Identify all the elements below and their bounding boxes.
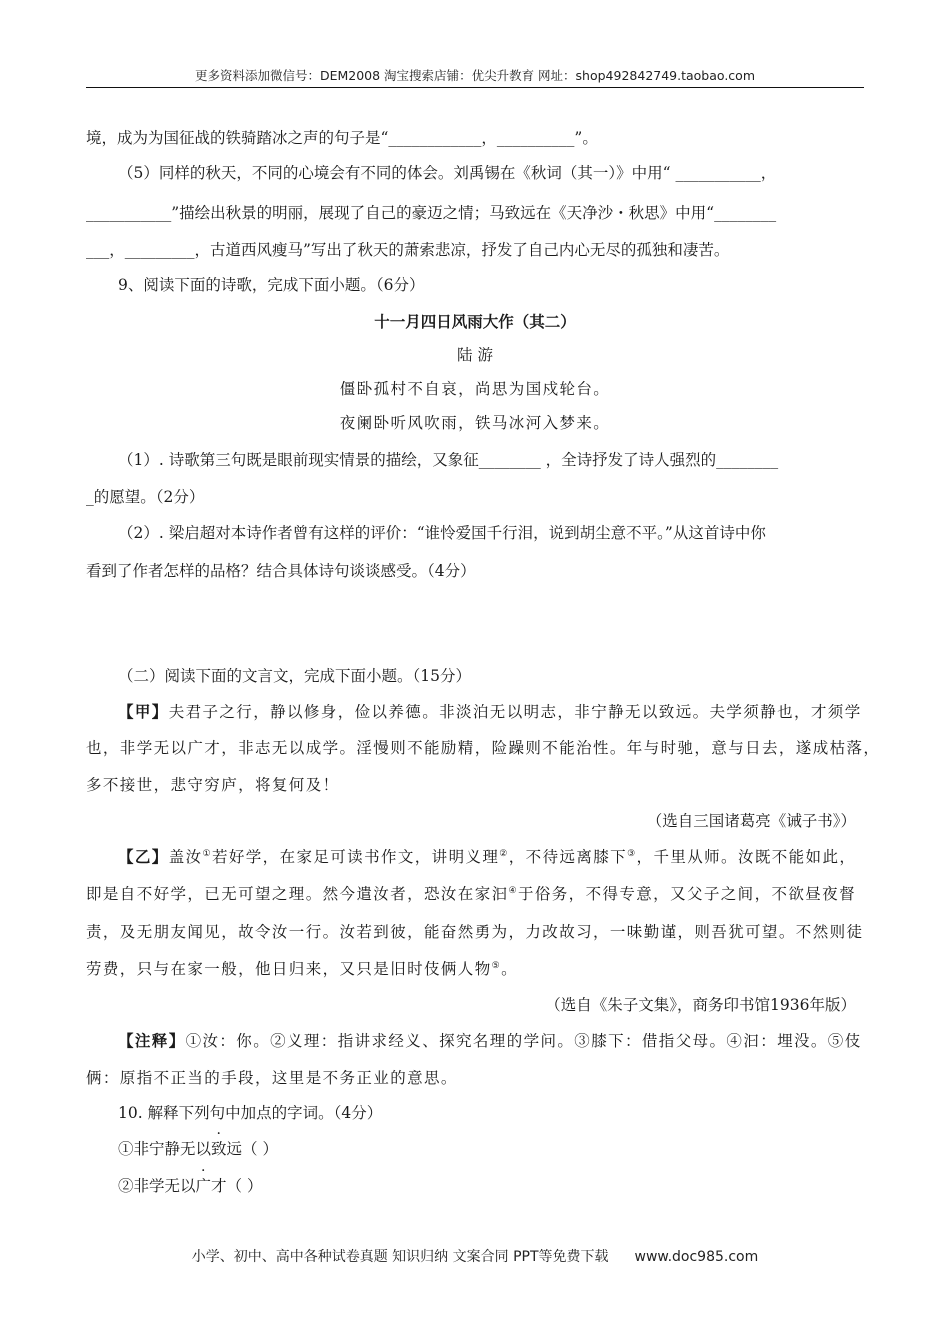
passage-text: 劳费，只与在家一般，他日归来，又只是旧时伎俩人物 [86, 960, 492, 978]
poem-author: 陆 游 [457, 346, 493, 364]
question-8-5: （5）同样的秋天，不同的心境会有不同的体会。刘禹锡在《秋词（其一）》中用“ ___________， [118, 164, 777, 182]
passage-label: 【甲】 [118, 702, 169, 721]
passage-text: 于俗务，不得专意，又父子之间，不欲昼夜督 [517, 885, 856, 903]
passage-text: 也，非学无以广才，非志无以成学。淫慢则不能励精，险躁则不能治性。年与时驰，意与日去，遂成枯落， [86, 739, 881, 757]
page-footer [0, 1246, 950, 1266]
passage-line [86, 884, 856, 904]
footer-text: 小学、初中、高中各种试卷真题 知识归纳 文案合同 PPT等免费下载 [191, 1249, 609, 1265]
question-text: ①非宁静无以 [118, 1140, 212, 1158]
passage-text: 即是自不好学，已无可望之理。然今遣汝者，恐汝在家汩 [86, 885, 509, 903]
question-text: ②非学无以 [118, 1177, 196, 1195]
passage-text: ，不待远离膝下 [508, 848, 628, 866]
passage-text: 夫君子之行，静以修身，俭以养德。非淡泊无以明志，非宁静无以致远。夫学须静也，才须学 [168, 703, 862, 721]
passage-line [86, 959, 518, 979]
section-2-heading: （二）阅读下面的文言文，完成下面小题。（15分） [118, 667, 471, 685]
passage-yi [118, 847, 856, 867]
passage-text: 多不接世，悲守穷庐，将复何及！ [86, 776, 340, 794]
text-line: 境，成为为国征战的铁骑踏冰之声的句子是“____________，__________”。 [86, 129, 598, 147]
dotted-char: 广 [195, 1177, 212, 1195]
footnote-ref: ⑤ [491, 960, 502, 971]
question-10-2 [118, 1176, 262, 1196]
question-10: 10. 解释下列句中加点的字词。（4分） [118, 1104, 383, 1122]
source-citation: （选自《朱子文集》，商务印书馆1936年版） [545, 996, 856, 1014]
header-divider [86, 87, 864, 88]
passage-text: 若好学，在家足可读书作文，讲明义理 [211, 848, 500, 866]
poem-line: 僵卧孤村不自哀，尚思为国戍轮台。 [339, 380, 611, 398]
passage-jia [118, 702, 862, 722]
answer-blank: 才（ ） [211, 1177, 263, 1195]
passage-text: 盖汝 [168, 848, 203, 866]
passage-text: 责，及无朋友闻见，故令汝一行。汝若到彼，能奋然勇为，力改故习，一味勤谨，则吾犹可望。不然则徒 [86, 923, 864, 941]
text-line: ___，_________，古道西风瘦马”写出了秋天的萧索悲凉，抒发了自己内心无尽的孤独和凄苦。 [86, 241, 730, 259]
text-line: _的愿望。（2分） [86, 488, 205, 506]
annotation [118, 1031, 862, 1051]
poem-title: 十一月四日风雨大作（其二） [374, 312, 576, 331]
answer-blank: 远（ ） [226, 1140, 278, 1158]
question-10-1 [118, 1139, 278, 1159]
text-line: ___________”描绘出秋景的明丽，展现了自己的豪迈之情；马致远在《天净沙・秋思》中用“________ [86, 204, 777, 222]
footnote-ref: ④ [508, 885, 518, 896]
footer-url: www.doc985.com [634, 1249, 759, 1265]
passage-label: 【乙】 [118, 847, 169, 866]
annotation-label: 【注释】 [118, 1031, 186, 1050]
annotation-text: ①汝：你。②义理：指讲求经义、探究名理的学问。③膝下：借指父母。④汩：埋没。⑤伎 [185, 1032, 862, 1050]
footnote-ref: ② [499, 848, 509, 859]
source-citation: （选自三国诸葛亮《诫子书》） [646, 812, 856, 830]
question-9-1: （1）. 诗歌第三句既是眼前现实情景的描绘，又象征________ ，全诗抒发了诗人强烈的________ [118, 451, 779, 469]
footnote-ref: ① [202, 848, 212, 859]
text-line: 看到了作者怎样的品格？结合具体诗句谈谈感受。（4分） [86, 562, 476, 580]
footnote-ref: ③ [627, 848, 637, 859]
dotted-char: 致 [211, 1140, 227, 1158]
page-header: 更多资料添加微信号：DEM2008 淘宝搜索店铺：优尖升教育 网址：shop492842749.taobao.com [194, 68, 756, 83]
passage-text: 。 [501, 960, 518, 978]
question-9: 9、阅读下面的诗歌，完成下面小题。（6分） [118, 276, 425, 294]
question-9-2: （2）. 梁启超对本诗作者曾有这样的评价：“谁怜爱国千行泪，说到胡尘意不平。”从这首诗中你 [118, 524, 766, 542]
passage-text: ，千里从师。汝既不能如此， [636, 848, 857, 866]
annotation-text: 俩：原指不正当的手段，这里是不务正业的意思。 [86, 1069, 458, 1087]
poem-line: 夜阑卧听风吹雨，铁马冰河入梦来。 [339, 414, 611, 432]
